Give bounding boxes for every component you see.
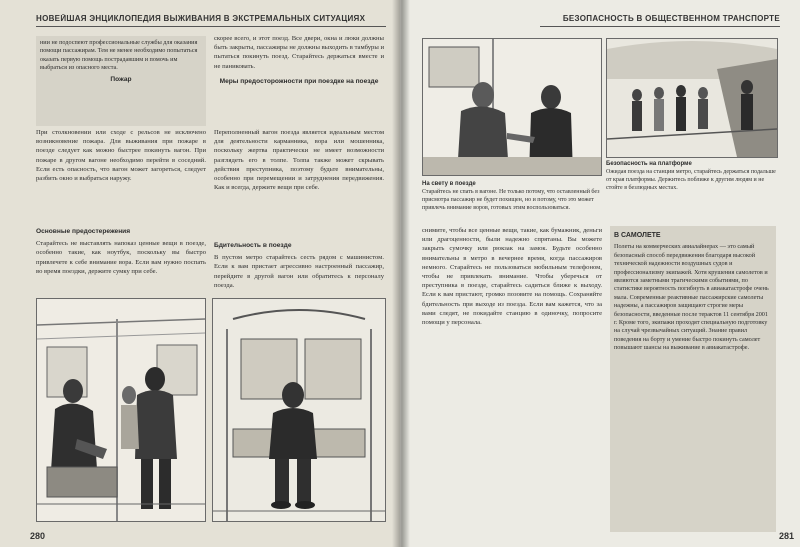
caption1-text: Старайтесь не спать в вагоне. Не только потому, что оставленный без присмотра пассажир не будет похищен, но и потому, что это может привлечь внимание воров, готовых этим воспользоваться. — [422, 189, 600, 211]
caption2-text: Ожидая поезда на станции метро, старайтесь держаться подальше от края платформы. Держитесь поближе к другим людям и не стойте в безлюдных местах. — [606, 169, 776, 191]
fire-heading: Пожар — [110, 75, 132, 83]
vigilance-text: В пустом метро старайтесь сесть рядом с машинистом. Если к вам пристает агрессивно настроенный пассажир, перейдите в другой вагон или обратитесь к персоналу поезда. — [214, 254, 384, 289]
tip-box — [36, 224, 206, 304]
right-page — [400, 0, 800, 547]
shaded-sidebar — [36, 36, 206, 126]
caption2-heading: Безопасность на платформе — [606, 161, 692, 167]
plane-heading: В САМОЛЕТЕ — [614, 232, 661, 239]
left-col2-top — [214, 34, 384, 124]
caption1-heading: На свету в поезде — [422, 181, 476, 187]
caption-platform — [606, 160, 776, 218]
measures-column — [214, 128, 384, 228]
measures-heading: Меры предосторожности при поездке на поезде — [219, 77, 379, 85]
subway-car-illustration — [212, 298, 386, 522]
sleeping-passenger-illustration — [422, 38, 602, 176]
left-running-header: НОВЕЙШАЯ ЭНЦИКЛОПЕДИЯ ВЫЖИВАНИЯ В ЭКСТРЕМАЛЬНЫХ СИТУАЦИЯХ — [36, 14, 386, 27]
sidebar-top-text: нии не подоспеют профессиональные службы для оказания помощи пассажирам. Тем не менее необходимо попытаться оказать первую помощь пострадавшим и помочь им выбраться из опасного места. — [40, 39, 198, 72]
measures-text: Переполненный вагон поезда является идеальным местом для деятельности карманника, вора или мошенника, поскольку жертва практически не имеет возможности разглядеть его в толпе. Толпа также может скрывать действия преступника, поэтому будьте внимательны, особенно при перемещении и затруднения передвижения. Как и всегда, держите вещи при себе. — [214, 129, 384, 192]
plane-text: Полеты на коммерческих авиалайнерах — это самый безопасный способ передвижения благодаря высокой технической надежности воздушных судов и профессионализму экипажей. Хотя крушения самолетов и являются заметными трагическими событиями, по статистике вероятность погибнуть в авиакатастрофе очень мала. Современные реактивные пассажирские самолеты надежны, а пассажиров защищают строгие меры безопасности, введенные после терактов 11 сентября 2001 г. Кроме того, экипажи проходят специальную подготовку на случай чрезвычайных ситуаций. Знание правил поведения на борту и умение быстро покинуть самолет повышают шансы на выживание в авиакатастрофе. — [614, 243, 769, 352]
book-spine-shadow — [392, 0, 410, 547]
tip-text: Старайтесь не выставлять напоказ ценные вещи в поезде, особенно такие, как ноутбук, поскольку вы быстро привлечете к себе внимание вора. Если вам нужно поспать во время поездки, держите сумку при себе. — [36, 240, 206, 275]
left-col2-text: скорее всего, и этот поезд. Все двери, окна и люки должны быть закрыты, пассажиры не должны выходить в тамбуры и пытаться покинуть поезд. Старайтесь держаться вместе и не паниковать. — [214, 35, 384, 70]
right-col1 — [422, 226, 602, 526]
left-page-number: 280 — [30, 531, 46, 541]
plane-sidebar — [610, 226, 776, 532]
vigilance-heading: Бдительность в поезде — [214, 242, 292, 249]
train-interior-illustration — [36, 298, 206, 522]
right-col1-text: снимите, чтобы все ценные вещи, такие, как бумажник, деньги или драгоценности, были надежно спрятаны. Вы можете закрыть сумочку или рюкзак на замок. Будьте особенно внимательны в метро в вечернее время, когда пассажиров немного. Старайтесь не пользоваться мобильным телефоном, чтобы не привлекать внимание. Чтобы уберечься от преступника в поезде, старайтесь садиться ближе к выходу. Если к вам пристают, громко позовите на помощь. Сохраняйте бдительность при выходе из поезда. Если вам кажется, что за вами следят, не покидайте станцию в одиночку, попросите помощи у персонала. — [422, 227, 602, 327]
fire-text: При столкновении или сходе с рельсов не исключено возникновение пожара. Для выживания при пожаре в поезде следует как можно быстрее покинуть вагон. При пожаре в другом вагоне необходимо перейти в соседний. Если есть опасность, что вагон может загореться, следует разбить окно и выбраться наружу. — [36, 129, 206, 183]
vigilance-box — [214, 238, 384, 292]
fire-text-column — [36, 128, 206, 218]
caption-sleeping — [422, 180, 600, 224]
metro-platform-illustration — [606, 38, 778, 158]
right-page-number: 281 — [778, 531, 794, 541]
tip-heading: Основные предостережения — [36, 228, 131, 235]
right-running-header: БЕЗОПАСНОСТЬ В ОБЩЕСТВЕННОМ ТРАНСПОРТЕ — [540, 14, 780, 27]
